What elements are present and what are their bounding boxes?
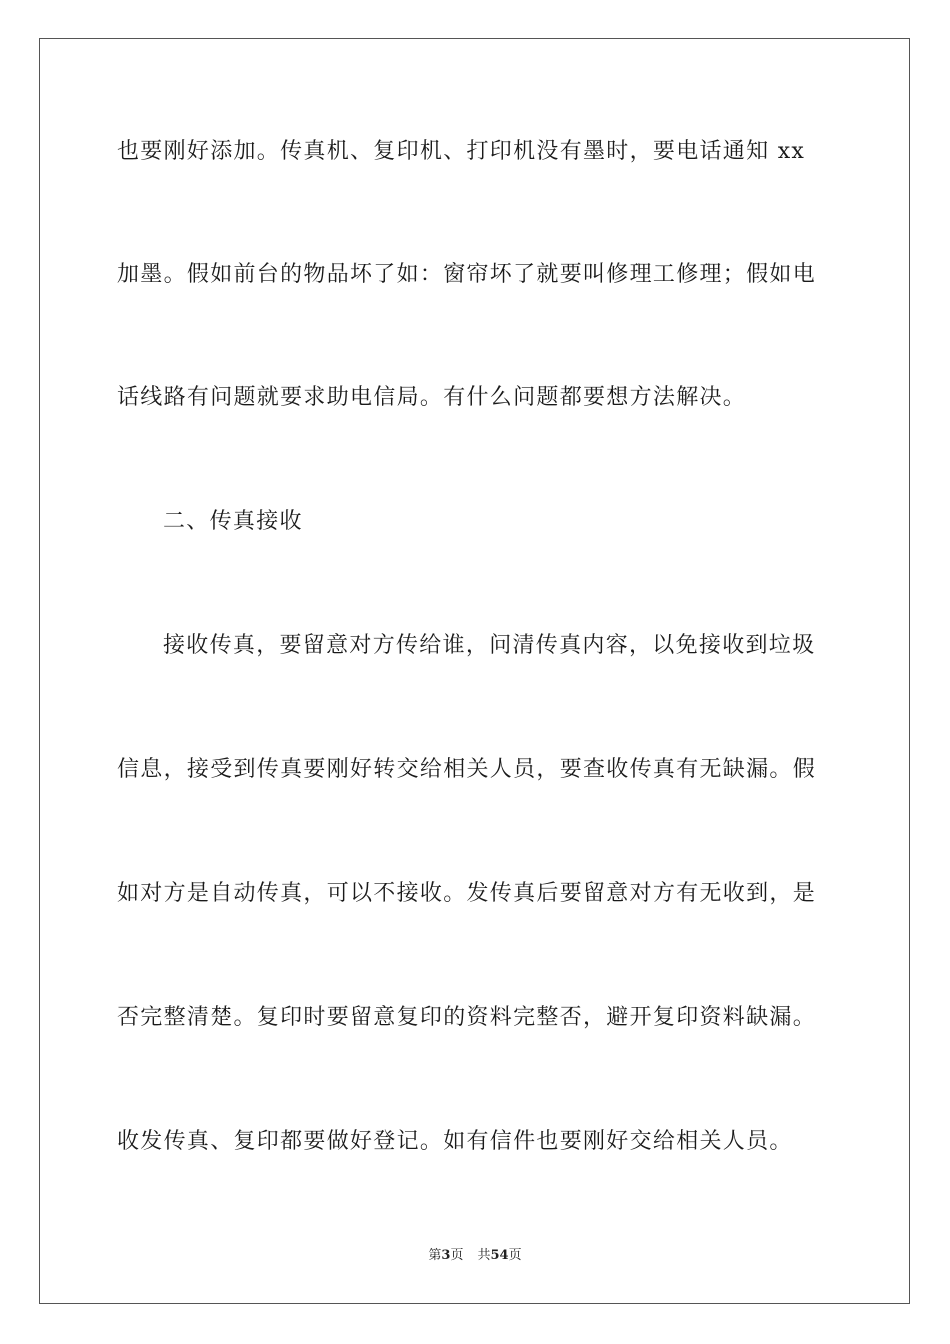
body-line-6: 信息，接受到传真要刚好转交给相关人员，要查收传真有无缺漏。假 <box>117 757 817 782</box>
body-line-9: 收发传真、复印都要做好登记。如有信件也要刚好交给相关人员。 <box>117 1129 793 1154</box>
body-line-2: 加墨。假如前台的物品坏了如：窗帘坏了就要叫修理工修理；假如电 <box>117 262 817 287</box>
page-footer <box>0 1248 950 1264</box>
body-line-5: 接收传真，要留意对方传给谁，问清传真内容，以免接收到垃圾 <box>163 633 816 658</box>
body-line-7: 如对方是自动传真，可以不接收。发传真后要留意对方有无收到，是 <box>117 881 817 906</box>
total-prefix: 共 <box>477 1248 491 1263</box>
page-number: 3 <box>441 1248 451 1263</box>
page-prefix: 第 <box>428 1248 442 1263</box>
total-pages: 54 <box>490 1248 509 1263</box>
body-line-1: 也要刚好添加。传真机、复印机、打印机没有墨时，要电话通知 xx <box>117 139 806 164</box>
section-heading: 二、传真接收 <box>163 509 303 534</box>
body-line-8: 否完整清楚。复印时要留意复印的资料完整否，避开复印资料缺漏。 <box>117 1005 817 1030</box>
body-line-3: 话线路有问题就要求助电信局。有什么问题都要想方法解决。 <box>117 385 747 410</box>
total-suffix: 页 <box>508 1248 522 1263</box>
page-suffix: 页 <box>450 1248 464 1263</box>
page-border <box>39 38 910 1304</box>
